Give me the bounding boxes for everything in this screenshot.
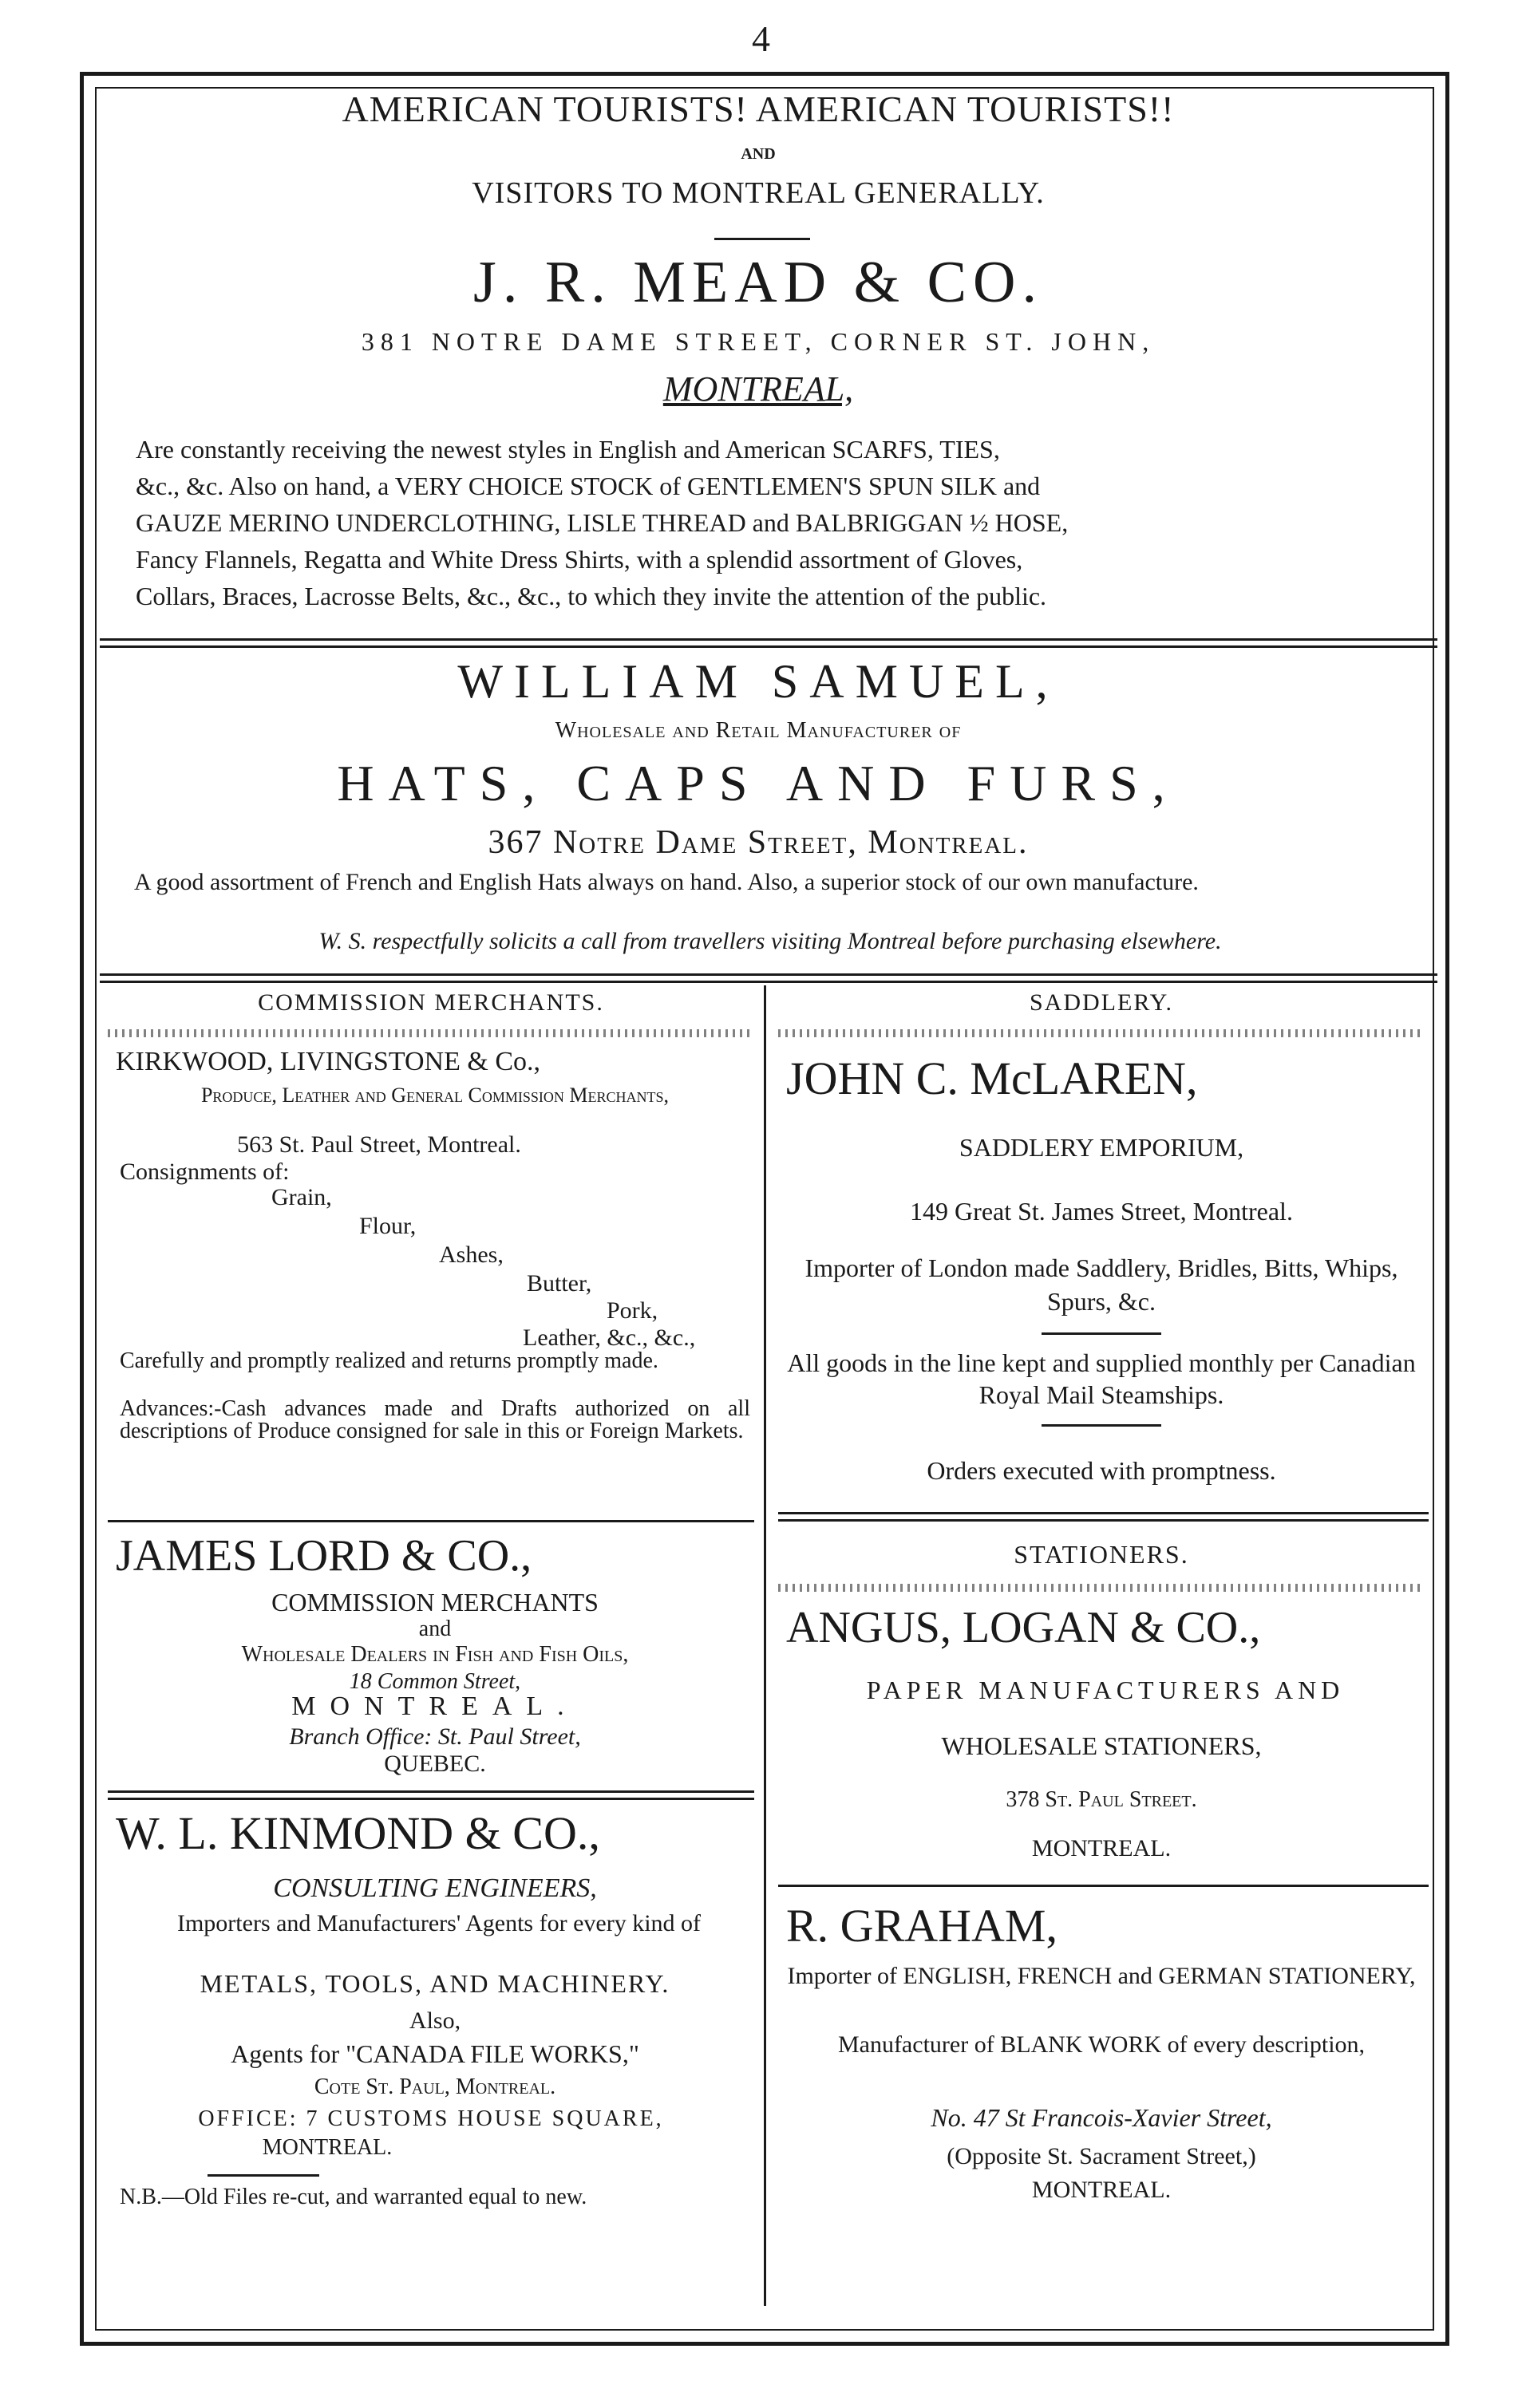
graham-name: R. GRAHAM, — [786, 1900, 1057, 1952]
mead-body-line: Collars, Braces, Lacrosse Belts, &c., &c., to which they invite the attention of the public. — [136, 582, 1047, 610]
section-divider — [100, 973, 1437, 983]
saddlery-heading: SADDLERY. — [1030, 989, 1173, 1016]
graham-manufacturer: Manufacturer of BLANK WORK of every description, — [837, 2031, 1366, 2058]
short-rule — [1042, 1332, 1161, 1335]
mead-body-line: Fancy Flannels, Regatta and White Dress Shirts, with a splendid assortment of Gloves, — [136, 545, 1023, 574]
mead-city: MONTREAL, — [662, 369, 854, 409]
lord-city: MONTREAL. — [291, 1692, 579, 1721]
section-divider — [108, 1790, 754, 1800]
mclaren-orders: Orders executed with promptness. — [927, 1456, 1276, 1485]
samuel-address: 367 Notre Dame Street, Montreal. — [488, 824, 1029, 861]
page-number: 4 — [752, 18, 770, 59]
kinmond-cote: Cote St. Paul, Montreal. — [314, 2074, 556, 2099]
kinmond-office: OFFICE: 7 CUSTOMS HOUSE SQUARE, — [198, 2106, 664, 2131]
mead-headline: AMERICAN TOURISTS! AMERICAN TOURISTS!! — [342, 89, 1175, 129]
kirkwood-consignments: Consignments of: — [120, 1159, 290, 1185]
lord-branch: Branch Office: St. Paul Street, — [289, 1723, 581, 1750]
kirkwood-name: KIRKWOOD, LIVINGSTONE & Co., — [116, 1047, 540, 1076]
kinmond-agents: Importers and Manufacturers' Agents for every kind of — [176, 1910, 702, 1936]
graham-importer: Importer of ENGLISH, FRENCH and GERMAN STATIONERY, — [787, 1963, 1416, 1989]
mead-address: 381 NOTRE DAME STREET, CORNER ST. JOHN, — [361, 327, 1156, 356]
samuel-note: W. S. respectfully solicits a call from travellers visiting Montreal before purchasing elsewhere. — [318, 928, 1222, 954]
stationers-heading: STATIONERS. — [1014, 1540, 1189, 1569]
section-rule — [778, 1885, 1429, 1887]
mclaren-importer: Importer of London made Saddlery, Bridles, Bitts, Whips, Spurs, &c. — [804, 1253, 1398, 1316]
commission-heading: COMMISSION MERCHANTS. — [258, 989, 604, 1016]
angus-role: PAPER MANUFACTURERS AND — [866, 1676, 1345, 1704]
kirkwood-body: Carefully and promptly realized and returns promptly made. — [120, 1348, 658, 1373]
lord-name: JAMES LORD & CO., — [116, 1531, 532, 1581]
kinmond-name: W. L. KINMOND & CO., — [116, 1807, 600, 1859]
samuel-body: A good assortment of French and English Hats always on hand. Also, a superior stock of our own manufacture. — [134, 869, 1199, 895]
kinmond-file-works: Agents for "CANADA FILE WORKS," — [231, 2039, 639, 2068]
short-rule — [1042, 1424, 1161, 1427]
wavy-rule — [108, 1029, 754, 1037]
kirkwood-good: Flour, — [359, 1213, 417, 1239]
wavy-rule — [778, 1029, 1425, 1037]
angus-name: ANGUS, LOGAN & CO., — [786, 1603, 1261, 1652]
mead-short-rule — [714, 238, 810, 240]
section-rule — [108, 1520, 754, 1522]
mclaren-supply: All goods in the line kept and supplied monthly per Canadian Royal Mail Steamships. — [787, 1348, 1416, 1409]
kinmond-also: Also, — [409, 2007, 461, 2034]
kirkwood-advances: Advances:-Cash advances made and Drafts authorized on all descriptions of Produce consigned for sale in this or Foreign Markets. — [120, 1396, 750, 1443]
graham-address: No. 47 St Francois-Xavier Street, — [931, 2103, 1272, 2132]
kinmond-note: N.B.—Old Files re-cut, and warranted equal to new. — [120, 2185, 587, 2209]
mead-subhead: VISITORS TO MONTREAL GENERALLY. — [472, 176, 1045, 210]
short-rule — [208, 2174, 319, 2177]
samuel-name: WILLIAM SAMUEL, — [457, 655, 1059, 708]
lord-and: and — [418, 1617, 452, 1641]
kirkwood-address: 563 St. Paul Street, Montreal. — [237, 1131, 521, 1158]
angus-role-2: WHOLESALE STATIONERS, — [941, 1731, 1262, 1760]
kinmond-role: CONSULTING ENGINEERS, — [273, 1873, 597, 1903]
section-divider — [100, 638, 1437, 648]
kinmond-office-city: MONTREAL. — [262, 2135, 393, 2160]
kirkwood-good: Ashes, — [439, 1242, 504, 1268]
kinmond-metals: METALS, TOOLS, AND MACHINERY. — [200, 1969, 670, 1998]
kirkwood-good: Butter, — [527, 1270, 592, 1297]
kirkwood-good: Leather, &c., &c., — [523, 1324, 696, 1351]
lord-branch-city: QUEBEC. — [384, 1751, 486, 1777]
kirkwood-role: Produce, Leather and General Commission Merchants, — [200, 1084, 670, 1107]
samuel-products: HATS, CAPS AND FURS, — [337, 755, 1180, 811]
mclaren-address: 149 Great St. James Street, Montreal. — [910, 1197, 1293, 1226]
samuel-role: Wholesale and Retail Manufacturer of — [555, 718, 962, 743]
graham-city: MONTREAL. — [1031, 2177, 1172, 2203]
mclaren-name: JOHN C. McLAREN, — [786, 1052, 1198, 1104]
mead-body-line: GAUZE MERINO UNDERCLOTHING, LISLE THREAD and BALBRIGGAN ½ HOSE, — [136, 508, 1069, 537]
wavy-rule — [778, 1584, 1425, 1592]
lord-role: COMMISSION MERCHANTS — [271, 1588, 599, 1617]
mead-and: AND — [741, 145, 776, 163]
mead-body-line: Are constantly receiving the newest styles in English and American SCARFS, TIES, — [136, 435, 1000, 464]
column-divider — [764, 985, 766, 2306]
lord-dealers: Wholesale Dealers in Fish and Fish Oils, — [241, 1642, 629, 1667]
graham-opposite: (Opposite St. Sacrament Street,) — [947, 2143, 1256, 2169]
kirkwood-good: Pork, — [607, 1297, 658, 1324]
mead-body — [136, 431, 1429, 614]
mead-company-name: J. R. MEAD & CO. — [473, 250, 1043, 315]
section-divider — [778, 1512, 1429, 1522]
mclaren-role: SADDLERY EMPORIUM, — [959, 1133, 1244, 1162]
lord-street: 18 Common Street, — [349, 1669, 521, 1694]
angus-city: MONTREAL. — [1031, 1835, 1172, 1861]
kirkwood-good: Grain, — [271, 1184, 332, 1210]
mead-body-line: &c., &c. Also on hand, a VERY CHOICE STOCK of GENTLEMEN'S SPUN SILK and — [136, 472, 1041, 500]
angus-address: 378 St. Paul Street. — [1006, 1787, 1197, 1812]
